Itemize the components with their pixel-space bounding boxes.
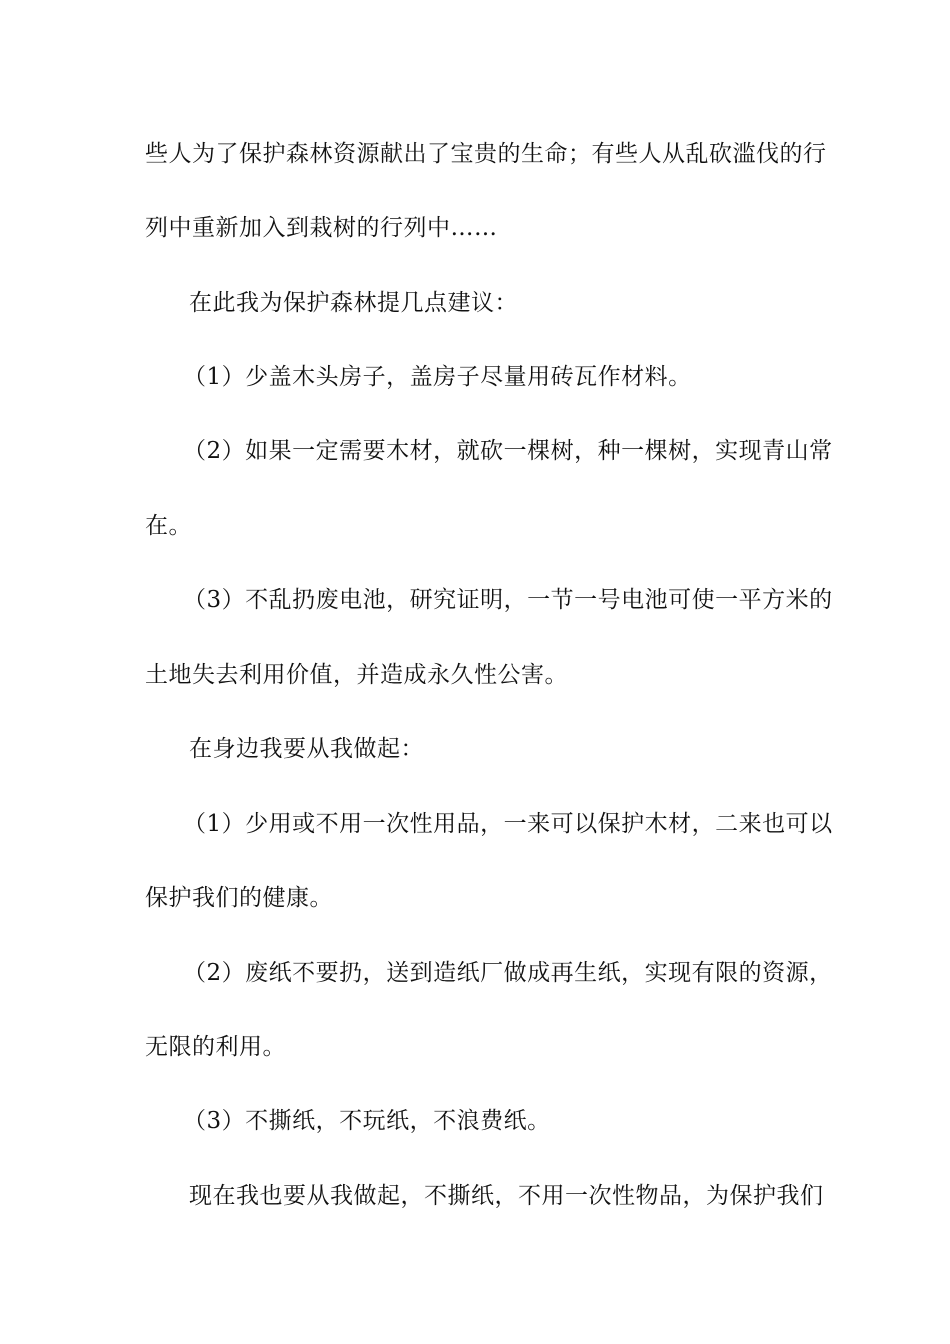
text-line-9: 在身边我要从我做起： xyxy=(189,736,424,762)
text-line-12: （2）废纸不要扔，送到造纸厂做成再生纸，实现有限的资源， xyxy=(183,960,833,986)
text-line-13: 无限的利用。 xyxy=(145,1034,286,1060)
text-line-8: 土地失去利用价值，并造成永久性公害。 xyxy=(145,662,568,688)
text-line-6: 在。 xyxy=(145,513,192,539)
text-line-7: （3）不乱扔废电池，研究证明，一节一号电池可使一平方米的 xyxy=(183,587,833,613)
text-line-14: （3）不撕纸，不玩纸，不浪费纸。 xyxy=(183,1108,551,1134)
text-line-4: （1）少盖木头房子，盖房子尽量用砖瓦作材料。 xyxy=(183,364,692,390)
text-line-3: 在此我为保护森林提几点建议： xyxy=(189,290,518,316)
text-line-10: （1）少用或不用一次性用品，一来可以保护木材，二来也可以 xyxy=(183,811,833,837)
text-line-1: 些人为了保护森林资源献出了宝贵的生命；有些人从乱砍滥伐的行 xyxy=(145,141,827,167)
text-line-11: 保护我们的健康。 xyxy=(145,885,333,911)
text-line-2: 列中重新加入到栽树的行列中…… xyxy=(145,215,498,241)
text-line-15: 现在我也要从我做起，不撕纸，不用一次性物品，为保护我们 xyxy=(189,1183,824,1209)
text-line-5: （2）如果一定需要木材，就砍一棵树，种一棵树，实现青山常 xyxy=(183,438,833,464)
